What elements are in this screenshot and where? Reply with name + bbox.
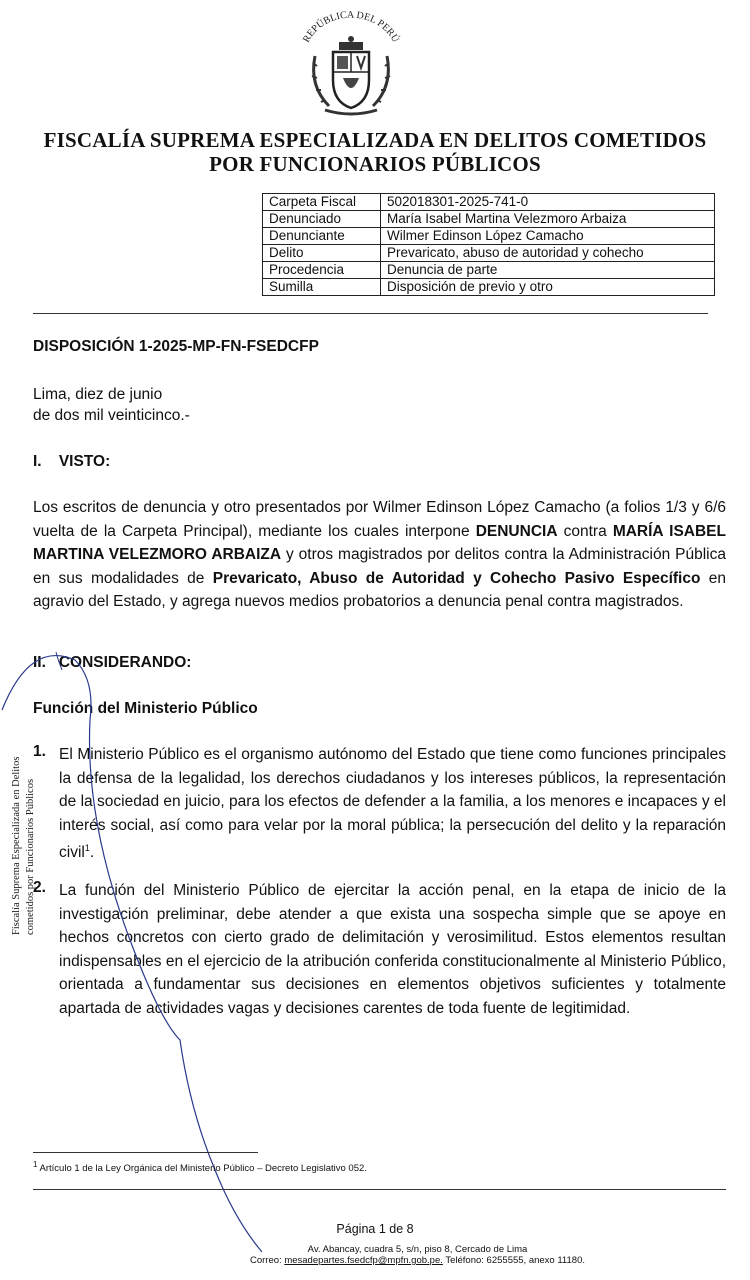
- institution-title-line1: FISCALÍA SUPREMA ESPECIALIZADA EN DELITOS COMETIDOS: [43, 128, 707, 152]
- case-field-label: Carpeta Fiscal: [263, 194, 381, 211]
- institution-title: [0, 128, 750, 176]
- case-field-label: Delito: [263, 245, 381, 262]
- case-row: [263, 279, 715, 296]
- case-field-label: Sumilla: [263, 279, 381, 296]
- side-stamp-line1: Fiscalía Suprema Especializada en Delitos: [11, 756, 22, 935]
- case-row: [263, 194, 715, 211]
- visto-bold-denuncia: DENUNCIA: [475, 522, 558, 540]
- case-row: [263, 245, 715, 262]
- footnote-marker: 1: [33, 1160, 38, 1169]
- footnote-text: Artículo 1 de la Ley Orgánica del Ministerio Público – Decreto Legislativo 052.: [37, 1163, 367, 1175]
- case-field-label: Denunciado: [263, 211, 381, 228]
- item-1-body: El Ministerio Público es el organismo autónomo del Estado que tiene como funciones principales la defensa de la legalidad, los derechos ciudadanos y los intereses públicos, la representación de la sociedad en juicio, para los efectos de defender a la familia, a los menores e incapaces y el interés social, así como para velar por la moral pública; la persecución del delito y la reparación civil: [59, 746, 726, 862]
- case-field-label: Denunciante: [263, 228, 381, 245]
- date-block: [33, 384, 190, 426]
- case-field-value: Disposición de previo y otro: [381, 279, 715, 296]
- footnote-divider: [33, 1152, 258, 1153]
- footnote: [33, 1160, 367, 1174]
- case-info-table: [262, 193, 715, 296]
- page-number: Página 1 de 8: [336, 1222, 414, 1236]
- peru-coat-of-arms-seal: [295, 6, 407, 118]
- section-visto-heading: I. VISTO:: [33, 453, 111, 470]
- case-row: [263, 211, 715, 228]
- case-field-value: Denuncia de parte: [381, 262, 715, 279]
- phone-text: Teléfono: 6255555, anexo 11180.: [442, 1255, 585, 1266]
- institution-title-line2: POR FUNCIONARIOS PÚBLICOS: [209, 152, 541, 176]
- visto-text-3: y otros magistrados por delitos contra la Administración Pública en sus modalidades de: [33, 546, 726, 587]
- case-row: [263, 228, 715, 245]
- item-number: 1.: [33, 743, 46, 760]
- case-field-value: 502018301-2025-741-0: [381, 194, 715, 211]
- disposition-title: DISPOSICIÓN 1-2025-MP-FN-FSEDCFP: [33, 338, 319, 355]
- header-divider: [33, 313, 708, 314]
- case-field-value: Wilmer Edinson López Camacho: [381, 228, 715, 245]
- date-line-2: de dos mil veinticinco.-: [33, 407, 190, 424]
- footer-contact: [85, 1255, 750, 1266]
- visto-text-2: contra: [557, 522, 613, 540]
- footer-address-block: [0, 1244, 750, 1266]
- subsection-funcion-heading: Función del Ministerio Público: [33, 700, 258, 717]
- visto-text-1: Los escritos de denuncia y otro presentados por Wilmer Edinson López Camacho (a folios 1/3 y 6/6 vuelta de la Carpeta Principal), mediante los cuales interpone: [33, 499, 726, 540]
- handwritten-signature: [0, 640, 300, 1280]
- item-number: 2.: [33, 879, 46, 896]
- visto-text-4: en agravio del Estado, y agrega nuevos medios probatorios a denuncia penal contra magistrados.: [33, 569, 726, 610]
- email-label: Correo:: [249, 1255, 285, 1266]
- email-link[interactable]: mesadepartes.fsedcfp@mpfn.gob.pe.: [284, 1255, 443, 1266]
- svg-text:REPÚBLICA DEL PERÚ: REPÚBLICA DEL PERÚ: [301, 9, 401, 45]
- side-stamp-line2: cometidos por Funcionarios Públicos: [25, 778, 36, 935]
- footer-divider: [33, 1189, 726, 1190]
- case-row: [263, 262, 715, 279]
- section-considerando-heading: II. CONSIDERANDO:: [33, 654, 192, 671]
- footnote-ref-1[interactable]: 1: [84, 843, 90, 853]
- case-field-value: Prevaricato, abuso de autoridad y cohecho: [381, 245, 715, 262]
- footer-address: Av. Abancay, cuadra 5, s/n, piso 8, Cercado de Lima: [307, 1244, 528, 1255]
- case-field-label: Procedencia: [263, 262, 381, 279]
- item-1-end: .: [89, 844, 95, 862]
- case-field-value: María Isabel Martina Velezmoro Arbaiza: [381, 211, 715, 228]
- visto-paragraph: [33, 496, 726, 614]
- visto-bold-denunciado: MARÍA ISABEL MARTINA VELEZMORO ARBAIZA: [33, 522, 726, 563]
- visto-bold-delitos: Prevaricato, Abuso de Autoridad y Cohecho Pasivo Específico: [212, 569, 701, 587]
- item-text: La función del Ministerio Público de ejercitar la acción penal, en la etapa de inicio de la investigación preliminar, debe atender a que exista una sospecha simple que se apoye en hechos concretos con cierto grado de delimitación y verosimilitud. Estos elementos resultan indispensables en el ejercicio de la atribución conferida constitucionalmente al Ministerio Público, orientada a fundamentar sus decisiones en elementos objetivos suficientes y totalmente apartada de actividades vagas y decisiones carentes de toda fuente de legitimidad.: [59, 882, 726, 1017]
- date-line-1: Lima, diez de junio: [33, 386, 163, 403]
